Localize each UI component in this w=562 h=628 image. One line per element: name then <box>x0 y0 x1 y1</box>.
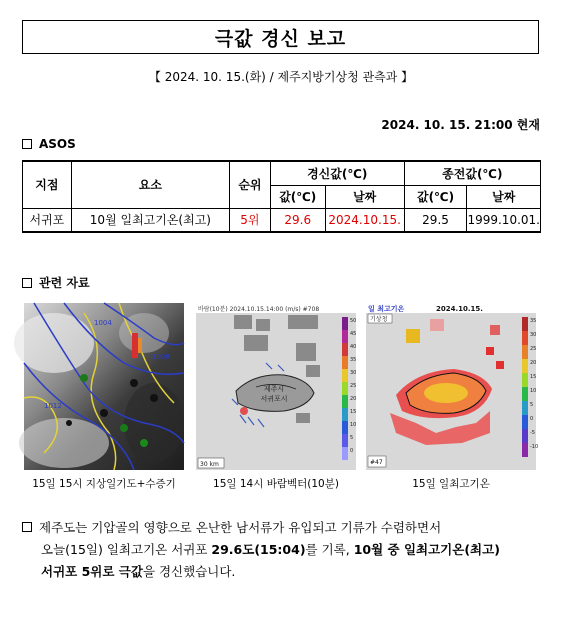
max-temp-graphic <box>366 303 539 470</box>
legend-swatch <box>522 317 528 331</box>
legend-label: -5 <box>530 430 535 436</box>
header-station: 지점 <box>23 161 72 208</box>
wind-vector-image <box>196 303 356 470</box>
legend-swatch <box>342 369 348 382</box>
legend-swatch <box>522 359 528 373</box>
map-scale: 30 km <box>200 461 219 468</box>
legend-label: 10 <box>350 422 357 428</box>
legend-label: 40 <box>350 344 357 350</box>
table-row <box>23 208 541 232</box>
legend-label: 25 <box>350 383 357 389</box>
legend-swatch <box>342 408 348 421</box>
header-new-date: 날짜 <box>325 185 404 208</box>
para-text-2: 오늘(15일) 일최고기온 서귀포 <box>41 542 212 557</box>
legend-label: 35 <box>530 318 537 324</box>
checkbox-square-icon <box>22 278 32 288</box>
wind-header: 바람(10분) 2024.10.15.14:00 (m/s) #708 <box>198 306 320 313</box>
legend-swatch <box>522 331 528 345</box>
legend-label: 5 <box>350 435 354 441</box>
legend-label: 20 <box>530 360 537 366</box>
para-text-4: 을 경신했습니다. <box>142 564 236 579</box>
cell-new-date: 2024.10.15. <box>325 208 404 232</box>
legend-swatch <box>342 356 348 369</box>
record-table <box>22 160 541 233</box>
title-text: 극값 경신 보고 <box>214 27 347 50</box>
legend-swatch <box>522 443 528 457</box>
isobar-label-2: 1008 <box>152 353 170 361</box>
legend-swatch <box>342 343 348 356</box>
header-rank: 순위 <box>230 161 271 208</box>
legend-label: -10 <box>530 444 539 450</box>
report-timestamp: 2024. 10. 15. 21:00 현재 <box>381 118 540 132</box>
legend-label: 25 <box>530 346 537 352</box>
max-temp-image <box>366 303 539 470</box>
section-asos <box>22 137 76 151</box>
para-line-3 <box>22 561 542 583</box>
legend-swatch <box>342 330 348 343</box>
report-subtitle: 【 2024. 10. 15.(화) / 제주지방기상청 관측과 】 <box>148 70 414 84</box>
cell-station: 서귀포 <box>23 208 72 232</box>
section-related-label: 관련 자료 <box>39 276 90 290</box>
para-value: 29.6도(15:04) <box>211 542 306 557</box>
legend-swatch <box>342 434 348 447</box>
legend-label: 50 <box>350 318 357 324</box>
legend-swatch <box>342 421 348 434</box>
legend-label: 0 <box>530 416 534 422</box>
legend-swatch <box>522 401 528 415</box>
header-old-value: 값(℃) <box>404 185 467 208</box>
legend-swatch <box>522 387 528 401</box>
temp-corner: #47 <box>370 459 383 466</box>
header-old-group: 종전값(℃) <box>404 161 540 185</box>
legend-swatch <box>522 415 528 429</box>
cell-old-value: 29.5 <box>404 208 467 232</box>
cell-rank: 5위 <box>230 208 271 232</box>
temp-header: 일 최고기온 <box>368 305 405 313</box>
header-element: 요소 <box>71 161 229 208</box>
cell-old-date: 1999.10.01. <box>467 208 541 232</box>
weather-chart-graphic <box>24 303 184 470</box>
para-line-1: 제주도는 기압골의 영향으로 온난한 남서류가 유입되고 기류가 수렴하면서 <box>39 520 442 535</box>
legend-swatch <box>342 447 348 460</box>
legend-label: 5 <box>530 402 534 408</box>
legend-swatch <box>342 317 348 330</box>
legend-swatch <box>522 345 528 359</box>
cell-new-value: 29.6 <box>270 208 325 232</box>
header-new-value: 값(℃) <box>270 185 325 208</box>
legend-label: 15 <box>530 374 537 380</box>
legend-swatch <box>342 382 348 395</box>
temp-date: 2024.10.15. <box>436 305 483 313</box>
temp-tag: 기상청 <box>370 316 388 323</box>
table-header-row <box>23 161 541 185</box>
para-rank: 서귀포 5위로 극값 <box>41 564 143 579</box>
cell-element: 10월 일최고기온(최고) <box>71 208 229 232</box>
header-new-group: 경신값(℃) <box>270 161 404 185</box>
legend-swatch <box>522 429 528 443</box>
weather-chart-image <box>24 303 184 470</box>
section-related <box>22 274 90 291</box>
para-record: 10월 중 일최고기온(최고) <box>353 542 500 557</box>
summary-paragraph <box>22 517 542 583</box>
isobar-label-1: 1004 <box>94 319 112 327</box>
legend-label: 15 <box>350 409 357 415</box>
legend-label: 0 <box>350 448 354 454</box>
legend-label: 30 <box>530 332 537 338</box>
caption-weather-chart: 15일 15시 지상일기도+수증기 <box>32 478 176 490</box>
wind-vector-graphic <box>196 303 356 470</box>
para-line-2 <box>22 539 542 561</box>
legend-swatch <box>342 395 348 408</box>
place-seogwipo: 서귀포시 <box>260 395 288 403</box>
caption-wind-vector: 15일 14시 바람벡터(10분) <box>213 478 339 490</box>
legend-label: 10 <box>530 388 537 394</box>
section-asos-label: ASOS <box>39 137 76 151</box>
para-text-3: 를 기록, <box>305 542 354 557</box>
isobar-label-3: 1012 <box>44 402 62 410</box>
report-title <box>22 20 539 54</box>
caption-max-temp: 15일 일최고기온 <box>412 478 490 490</box>
legend-label: 20 <box>350 396 357 402</box>
checkbox-square-icon <box>22 139 32 149</box>
legend-label: 35 <box>350 357 357 363</box>
header-old-date: 날짜 <box>467 185 541 208</box>
legend-label: 45 <box>350 331 357 337</box>
legend-label: 30 <box>350 370 357 376</box>
place-jeju: 제주시 <box>263 385 285 393</box>
legend-swatch <box>522 373 528 387</box>
checkbox-square-icon <box>22 522 32 532</box>
